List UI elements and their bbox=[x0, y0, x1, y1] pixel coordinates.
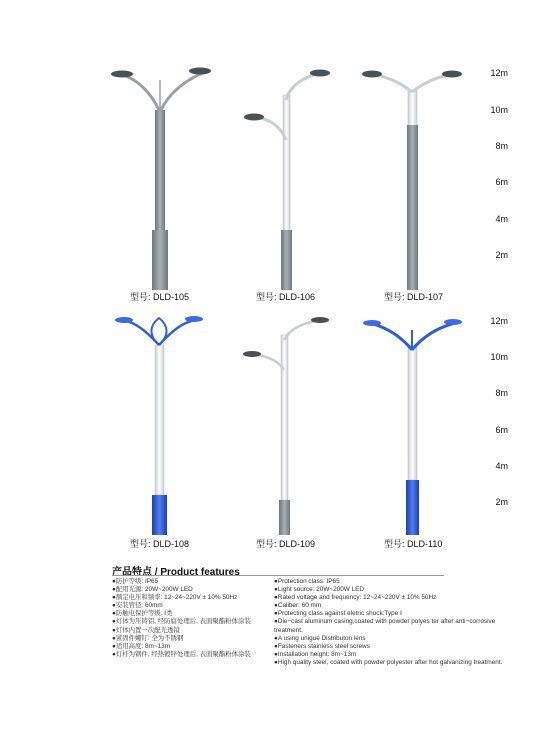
feature-cn-item: ●灯杆为钢件, 经热镀锌处理后, 表面聚酯粉体涂装 bbox=[112, 650, 251, 658]
feature-cn-item: ●防护等级: IP65 bbox=[112, 578, 159, 585]
feature-cn-item: ●灯体为压铸铝, 经防腐处理后, 表面聚酯粉体涂装 bbox=[112, 618, 251, 626]
feature-en-item: ●Installation height: 8m~13m bbox=[274, 650, 357, 658]
model-label-dld-109: 型号: DLD-109 bbox=[256, 539, 316, 549]
feature-en-item: ●Fasteners stainless steel screws bbox=[274, 642, 370, 650]
feature-cn-item: ●配用光源: 20W~200W LED bbox=[112, 586, 193, 594]
feature-en-item: ●Light source: 20W~200W LED bbox=[274, 586, 364, 594]
height-label-10m-top: 10m bbox=[490, 105, 508, 115]
pole-dld-109 bbox=[243, 317, 329, 535]
features-divider bbox=[112, 575, 444, 576]
feature-en-item: ●A using unigue Distributon lens bbox=[274, 634, 366, 642]
height-label-6m-bottom: 6m bbox=[495, 425, 508, 435]
features-title: 产品特点 / Product features bbox=[112, 567, 240, 578]
pole-dld-110 bbox=[363, 319, 462, 535]
pole-dld-105 bbox=[111, 68, 211, 291]
model-label-dld-106: 型号: DLD-106 bbox=[256, 292, 316, 302]
height-label-2m-top: 2m bbox=[495, 250, 508, 260]
feature-en-item: ●High quality steel, coated with powder polyester after hot galvanizing treatment. bbox=[274, 658, 503, 666]
height-label-8m-bottom: 8m bbox=[495, 388, 508, 398]
feature-cn-item: ●额定电压和频率: 12~24~220V ± 10% 50Hz bbox=[112, 594, 238, 602]
feature-en-item: ●Rated voltage and frequency: 12~24~220V ± 10% 50Hz bbox=[274, 594, 437, 602]
model-label-dld-108: 型号: DLD-108 bbox=[130, 539, 190, 549]
model-label-dld-107: 型号: DLD-107 bbox=[384, 292, 444, 302]
height-label-4m-top: 4m bbox=[495, 214, 508, 224]
height-label-4m-bottom: 4m bbox=[495, 461, 508, 471]
height-label-12m-bottom: 12m bbox=[490, 316, 508, 326]
model-label-dld-110: 型号: DLD-110 bbox=[384, 539, 443, 549]
feature-en-item: ●Protecting class against eletric shock:Type Ⅰ bbox=[274, 610, 402, 618]
height-label-8m-top: 8m bbox=[495, 141, 508, 151]
feature-cn-item: ●安装管径: 60mm bbox=[112, 602, 163, 610]
feature-en-item: ●Caliber: 60 mm bbox=[274, 602, 322, 610]
feature-cn-item: ●防触电保护等级: Ⅰ类 bbox=[112, 610, 173, 618]
features-list-english bbox=[274, 578, 504, 667]
feature-cn-item: ●紧固件螺钉: 全为不锈钢 bbox=[112, 634, 184, 642]
features-list-chinese bbox=[112, 578, 272, 659]
height-label-12m-top: 12m bbox=[490, 68, 508, 78]
feature-en-item: ●Die−cast aluminum casing,coated with powder polyes ter after anti−corrosive treatment. bbox=[274, 618, 496, 634]
pole-dld-108 bbox=[115, 316, 203, 535]
feature-cn-item: ●灯体内置一次配光透镜 bbox=[112, 626, 180, 634]
height-label-2m-bottom: 2m bbox=[495, 497, 508, 507]
pole-dld-106 bbox=[244, 70, 330, 291]
feature-en-item: ●Protection class: IP65 bbox=[274, 578, 340, 585]
height-label-6m-top: 6m bbox=[495, 177, 508, 187]
pole-dld-107 bbox=[362, 71, 462, 291]
height-label-10m-bottom: 10m bbox=[490, 352, 508, 362]
model-label-dld-105: 型号: DLD-105 bbox=[130, 292, 190, 302]
feature-cn-item: ●适用高度: 8m~13m bbox=[112, 642, 171, 650]
